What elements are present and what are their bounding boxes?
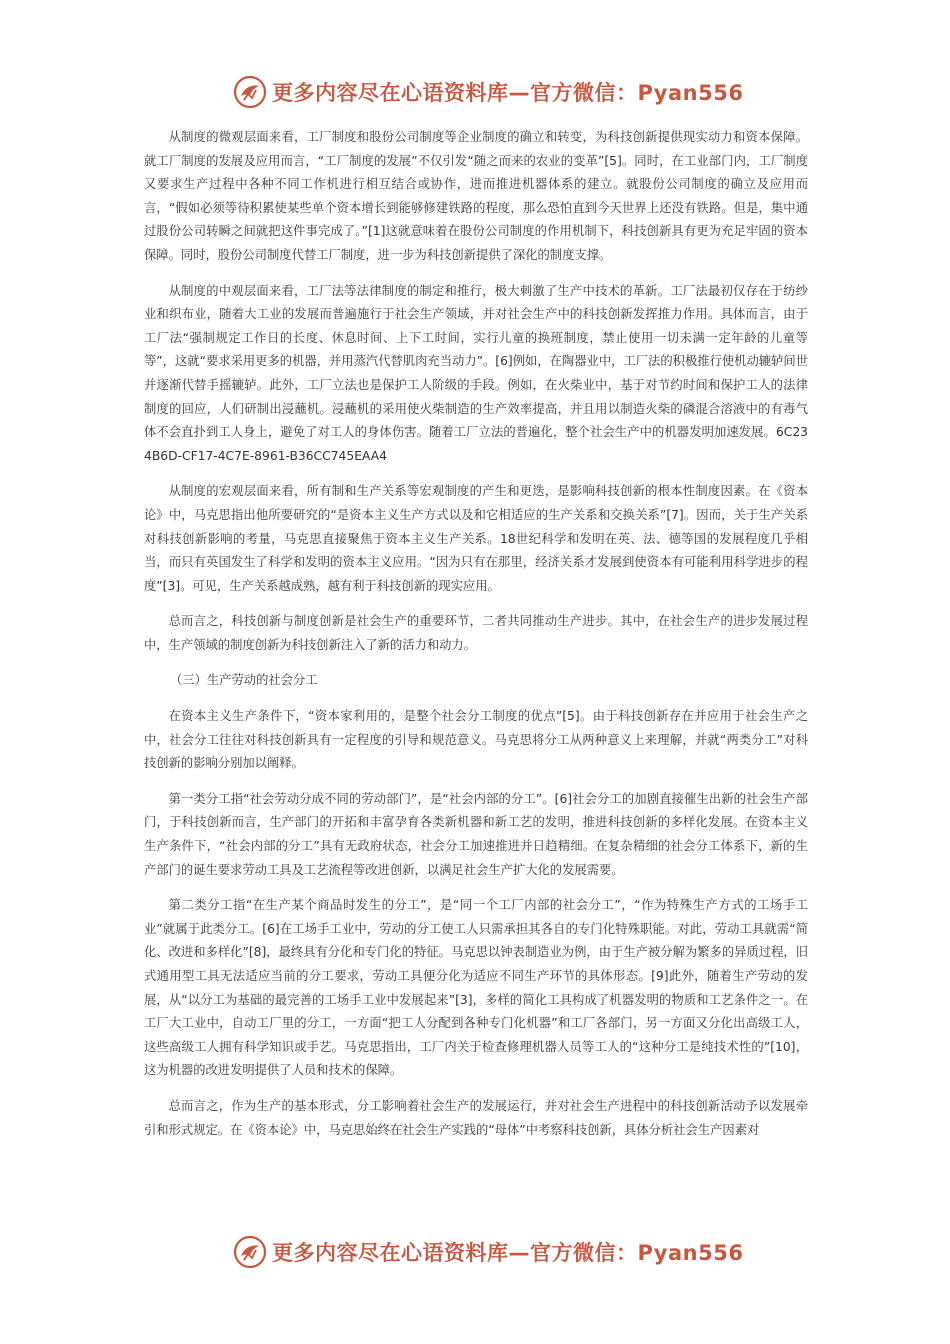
paragraph-division-intro: 在资本主义生产条件下，“资本家利用的，是整个社会分工制度的优点”[5]。由于科技创新存在并应用于社会生产之中，社会分工往往对科技创新具有一定程度的引导和规范意义。马克思将分工从两种意义上来理解，并就“两类分工”对科技创新的影响分别加以阐释。: [144, 709, 808, 771]
paragraph-micro-level: 从制度的微观层面来看，工厂制度和股份公司制度等企业制度的确立和转变，为科技创新提供现实动力和资本保障。就工厂制度的发展及应用而言，“工厂制度的发展”不仅引发“随之而来的农业的变革”[5]。同时，在工业部门内，工厂制度又要求生产过程中各种不同工作机进行相互结合或协作，进而推进机器体系的建立。就股份公司制度的确立及应用而言，“假如必须等待积累使某些单个资本增长到能够修建铁路的程度，那么恐怕直到今天世界上还没有铁路。但是，集中通过股份公司转瞬之间就把这件事完成了。”[1]这就意味着在股份公司制度的作用机制下，科技创新具有更为充足牢固的资本保障。同时，股份公司制度代替工厂制度，进一步为科技创新提供了深化的制度支撑。: [144, 130, 808, 262]
footer-watermark-banner: [232, 1234, 752, 1270]
banner-text: 更多内容尽在心语资料库—官方微信：Pyan556: [272, 81, 744, 105]
paragraph-summary-1: 总而言之，科技创新与制度创新是社会生产的重要环节，二者共同推动生产进步。其中，在社会生产的进步发展过程中，生产领域的制度创新为科技创新注入了新的活力和动力。: [144, 614, 808, 652]
section-heading: （三）生产劳动的社会分工: [170, 673, 318, 688]
paragraph-division-type-1: 第一类分工指“社会劳动分成不同的劳动部门”，是“社会内部的分工”。[6]社会分工的加剧直接催生出新的社会生产部门，于科技创新而言，生产部门的开拓和丰富孕育各类新机器和新工艺的发明，推进科技创新的多样化发展。在资本主义生产条件下，“社会内部的分工”具有无政府状态，社会分工加速推进并日趋精细。在复杂精细的社会分工体系下，新的生产部门的诞生要求劳动工具及工艺流程等改进创新，以满足社会生产扩大化的发展需要。: [144, 791, 808, 877]
paragraph-macro-level: 从制度的宏观层面来看，所有制和生产关系等宏观制度的产生和更迭，是影响科技创新的根本性制度因素。在《资本论》中，马克思指出他所要研究的“是资本主义生产方式以及和它相适应的生产关系和交换关系”[7]。因而，关于生产关系对科技创新影响的考量，马克思直接聚焦于资本主义生产关系。18世纪科学和发明在英、法、德等国的发展程度几乎相当，而只有英国发生了科学和发明的资本主义应用。“因为只有在那里，经济关系才发展到使资本有可能利用科学进步的程度”[3]。可见，生产关系越成熟，越有利于科技创新的现实应用。: [144, 484, 808, 593]
document-body: [144, 126, 808, 1154]
paragraph-division-type-2: 第二类分工指“在生产某个商品时发生的分工”，是“同一个工厂内部的社会分工”，“作为特殊生产方式的工场手工业”就属于此类分工。[6]在工场手工业中，劳动的分工使工人只需承担其各自的专门化特殊职能。对此，劳动工具就需“简化、改进和多样化”[8]，最终具有分化和专门化的特征。马克思以钟表制造业为例，由于生产被分解为繁多的异质过程，旧式通用型工具无法适应当前的分工要求，劳动工具便分化为适应不同生产环节的具体形态。[9]此外，随着生产劳动的发展，从“以分工为基础的最完善的工场手工业中发展起来”[3]，多样的简化工具构成了机器发明的物质和工艺条件之一。在工厂大工业中，自动工厂里的分工，一方面“把工人分配到各种专门化机器”和工厂各部门，另一方面又分化出高级工人，这些高级工人拥有科学知识或手艺。马克思指出，工厂内关于检查修理机器人员等工人的“这种分工是纯技术性的”[10]，这为机器的改进发明提供了人员和技术的保障。: [144, 898, 808, 1078]
banner-text: 更多内容尽在心语资料库—官方微信：Pyan556: [272, 1241, 744, 1265]
dove-hand-logo-icon: [232, 1234, 268, 1270]
paragraph-summary-2: 总而言之，作为生产的基本形式，分工影响着社会生产的发展运行，并对社会生产进程中的科技创新活动予以发展牵引和形式规定。在《资本论》中，马克思始终在社会生产实践的“母体”中考察科技创新，具体分析社会生产因素对: [144, 1098, 808, 1137]
header-watermark-banner: [232, 74, 752, 110]
dove-hand-logo-icon: [232, 74, 268, 110]
paragraph-meso-level: 从制度的中观层面来看，工厂法等法律制度的制定和推行，极大刺激了生产中技术的革新。工厂法最初仅存在于纺纱业和织布业，随着大工业的发展而普遍施行于社会生产领域，并对社会生产中的科技创新发挥推力作用。具体而言，由于工厂法“强制规定工作日的长度、休息时间、上下工时间，实行儿童的换班制度，禁止使用一切未满一定年龄的儿童等等”，这就“要求采用更多的机器，并用蒸汽代替肌肉充当动力”。[6]例如，在陶器业中，工厂法的积极推行使机动辘轳间世并逐渐代替手摇辘轳。此外，工厂立法也是保护工人阶级的手段。例如，在火柴业中，基于对节约时间和保护工人的法律制度的回应，人们研制出浸蘸机。浸蘸机的采用使火柴制造的生产效率提高，并且用以制造火柴的磷混合溶液中的有毒气体不会直扑到工人身上，避免了对工人的身体伤害。随着工厂立法的普遍化，整个社会生产中的机器发明加速发展。6C234B6D-CF17-4C7E-8961-B36CC745EAA4: [144, 283, 808, 463]
